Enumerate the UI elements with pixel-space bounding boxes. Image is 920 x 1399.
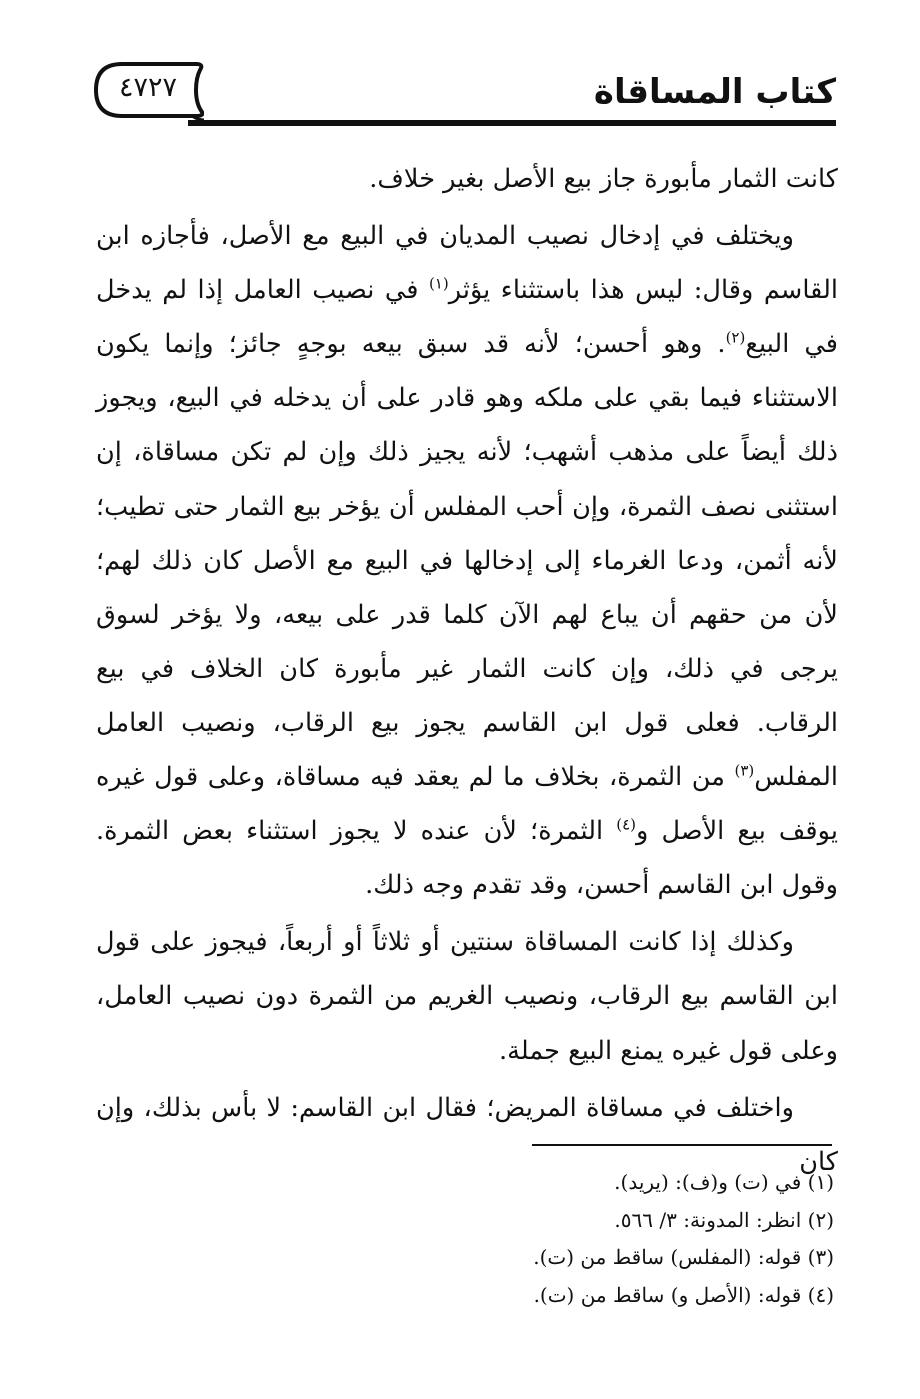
chapter-title: كتاب المساقاة [593, 72, 836, 112]
footnote-ref: (١) [428, 274, 449, 293]
text-line: أن يؤخر بيع الثمار حتى تطيب؛ لأنه أثمن، ودعا الغرماء إلى إدخالها في البيع [96, 491, 838, 576]
text-line: وهو أحسن؛ لأنه قد سبق بيعه بوجهٍ جائز؛ وإنما يكون الاستثناء فيما بقي على [96, 329, 839, 414]
header-rule [188, 120, 836, 126]
text-line: ملكه وهو قادر على أن يدخله في البيع، ويجوز ذلك أيضاً على مذهب أشهب؛ [96, 383, 838, 468]
text-line: من الثمرة، بخلاف ما لم يعقد فيه مساقاة، وعلى قول غيره يوقف بيع [96, 762, 838, 847]
text-line: في نصيب العامل إذا لم يدخل في البيع [96, 275, 838, 360]
paragraph [96, 209, 838, 912]
footnotes [200, 1164, 834, 1314]
footnote: (٣) قوله: (المفلس) ساقط من (ت). [533, 1245, 834, 1269]
footnote-divider [532, 1144, 832, 1146]
footnote-ref: (٢) [725, 328, 746, 347]
footnote: (١) في (ت) و(ف): (يريد). [614, 1170, 834, 1194]
text-line: كانت الثمار مأبورة جاز بيع الأصل بغير خلاف. [369, 164, 838, 194]
text-line: واختلف في مساقاة المريض؛ فقال ابن القاسم: لا بأس بذلك، وإن كان [96, 1092, 838, 1177]
footnote: (٤) قوله: (الأصل و) ساقط من (ت). [533, 1282, 834, 1307]
page-number: ٤٧٢٧ [118, 72, 177, 103]
text-line: الأصل و [636, 816, 725, 847]
page-header [88, 60, 836, 130]
text-line: وكذلك إذا كانت المساقاة سنتين أو ثلاثاً أو أربعاً، فيجوز على قول ابن [96, 927, 838, 1012]
footnote-ref: (٣) [734, 761, 755, 780]
text-line: بيع الرقاب. فعلى قول ابن القاسم يجوز بيع الرقاب، ونصيب العامل [96, 653, 838, 738]
text-line: الثمرة؛ لأن عنده لا يجوز استثناء بعض الثمرة. وقول ابن القاسم [96, 816, 838, 901]
text-line: غيره يمنع البيع جملة. [499, 1035, 721, 1066]
text-line: المفلس [754, 762, 838, 793]
text-line: ولا يؤخر لسوق يرجى في ذلك، وإن كانت الثمار غير مأبورة كان الخلاف في [96, 599, 838, 684]
paragraph [96, 915, 838, 1077]
text-line: القاسم بيع الرقاب، ونصيب الغريم من الثمرة دون نصيب العامل، وعلى قول [96, 981, 838, 1066]
text-line: وقال: ليس هذا باستثناء يؤثر [448, 275, 754, 306]
footnote-ref: (٤) [616, 815, 637, 834]
text-line: . [717, 329, 726, 360]
text-line: مع الأصل كان ذلك لهم؛ لأن من حقهم أن يباع لهم الآن كلما قدر على بيعه، [96, 545, 838, 630]
text-line: لأنه يجيز ذلك وإن لم تكن مساقاة، إن استثنى نصف الثمرة، وإن أحب المفلس [96, 437, 838, 522]
page-number-badge [92, 60, 204, 118]
text-line: ويختلف في إدخال نصيب المديان في البيع مع الأصل، فأجازه ابن القاسم [96, 221, 838, 306]
paragraph [96, 152, 838, 206]
main-text [96, 152, 838, 1189]
text-line: أحسن، وقد تقدم وجه ذلك. [365, 870, 650, 901]
footnote: (٢) انظر: المدونة: ٣/ ٥٦٦. [614, 1207, 834, 1232]
